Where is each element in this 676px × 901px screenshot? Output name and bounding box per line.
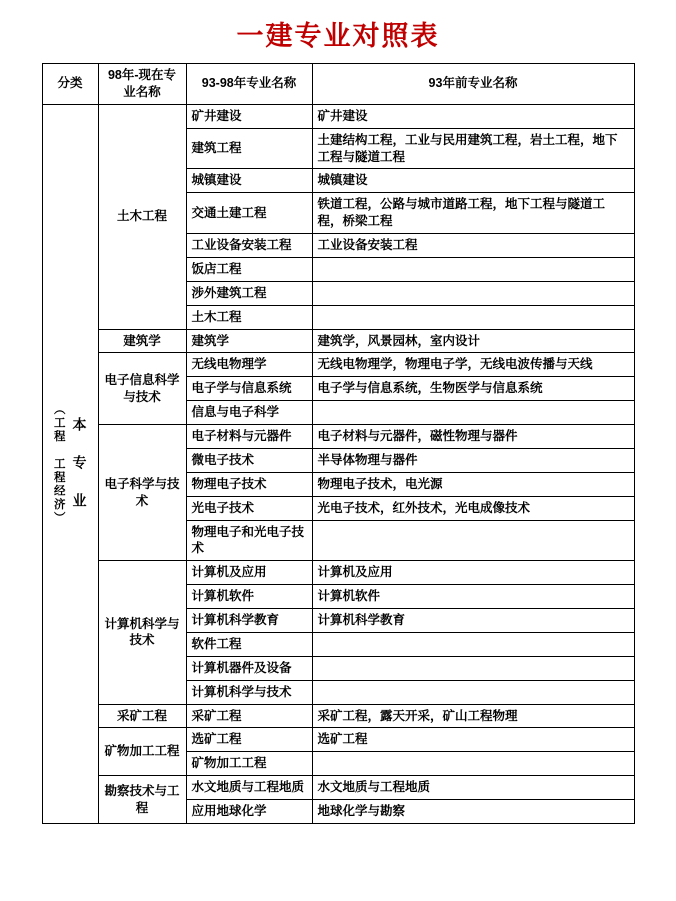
major-pre-93: 采矿工程，露天开采，矿山工程物理 [312, 704, 634, 728]
major-93-98: 选矿工程 [186, 728, 312, 752]
table-row [42, 704, 634, 728]
group-name-cell: 电子信息科学与技术 [98, 353, 186, 425]
major-93-98: 计算机软件 [186, 585, 312, 609]
major-93-98: 矿井建设 [186, 104, 312, 128]
header-pre-93-major: 93年前专业名称 [312, 64, 634, 105]
major-pre-93: 电子学与信息系统，生物医学与信息系统 [312, 377, 634, 401]
table-row [42, 353, 634, 377]
major-93-98: 矿物加工工程 [186, 752, 312, 776]
header-current-major: 98年-现在专业名称 [98, 64, 186, 105]
major-pre-93: 工业设备安装工程 [312, 234, 634, 258]
table-header-row [42, 64, 634, 105]
major-93-98: 电子学与信息系统 [186, 377, 312, 401]
major-pre-93: 物理电子技术，电光源 [312, 472, 634, 496]
major-93-98: 物理电子技术 [186, 472, 312, 496]
major-pre-93: 半导体物理与器件 [312, 448, 634, 472]
major-93-98: 计算机科学教育 [186, 609, 312, 633]
table-header [42, 64, 634, 105]
major-pre-93: 铁道工程，公路与城市道路工程，地下工程与隧道工程，桥梁工程 [312, 193, 634, 234]
major-pre-93: 计算机及应用 [312, 561, 634, 585]
group-name-cell: 矿物加工工程 [98, 728, 186, 776]
major-pre-93 [312, 656, 634, 680]
major-pre-93: 建筑学，风景园林，室内设计 [312, 329, 634, 353]
group-name-cell: 勘察技术与工程 [98, 776, 186, 824]
table-row [42, 104, 634, 128]
group-name-cell: 采矿工程 [98, 704, 186, 728]
table-row [42, 561, 634, 585]
major-93-98: 工业设备安装工程 [186, 234, 312, 258]
major-93-98: 计算机器件及设备 [186, 656, 312, 680]
page-title: 一建专业对照表 [236, 21, 440, 51]
table-row [42, 425, 634, 449]
table-row [42, 728, 634, 752]
group-name-cell: 计算机科学与技术 [98, 561, 186, 704]
major-93-98: 城镇建设 [186, 169, 312, 193]
major-pre-93 [312, 752, 634, 776]
group-name-cell: 土木工程 [98, 104, 186, 329]
major-pre-93 [312, 632, 634, 656]
major-pre-93: 光电子技术，红外技术，光电成像技术 [312, 496, 634, 520]
major-93-98: 采矿工程 [186, 704, 312, 728]
header-category: 分类 [42, 64, 98, 105]
major-93-98: 建筑工程 [186, 128, 312, 169]
major-pre-93 [312, 680, 634, 704]
major-93-98: 交通土建工程 [186, 193, 312, 234]
major-pre-93 [312, 281, 634, 305]
major-93-98: 饭店工程 [186, 257, 312, 281]
table-row [42, 329, 634, 353]
major-93-98: 土木工程 [186, 305, 312, 329]
major-93-98: 软件工程 [186, 632, 312, 656]
major-93-98: 物理电子和光电子技术 [186, 520, 312, 561]
category-main-label: 本 专 业 [71, 416, 88, 511]
table-body [42, 104, 634, 823]
group-name-cell: 电子科学与技术 [98, 425, 186, 561]
major-pre-93: 计算机软件 [312, 585, 634, 609]
major-pre-93: 计算机科学教育 [312, 609, 634, 633]
major-pre-93: 地球化学与勘察 [312, 800, 634, 824]
header-93-98-major: 93-98年专业名称 [186, 64, 312, 105]
major-93-98: 应用地球化学 [186, 800, 312, 824]
major-pre-93: 选矿工程 [312, 728, 634, 752]
major-pre-93: 电子材料与元器件，磁性物理与器件 [312, 425, 634, 449]
major-pre-93 [312, 520, 634, 561]
major-pre-93: 无线电物理学，物理电子学，无线电波传播与天线 [312, 353, 634, 377]
major-pre-93: 土建结构工程，工业与民用建筑工程，岩土工程，地下工程与隧道工程 [312, 128, 634, 169]
major-93-98: 水文地质与工程地质 [186, 776, 312, 800]
major-93-98: 计算机科学与技术 [186, 680, 312, 704]
major-pre-93: 城镇建设 [312, 169, 634, 193]
group-name-cell: 建筑学 [98, 329, 186, 353]
major-pre-93 [312, 257, 634, 281]
major-93-98: 计算机及应用 [186, 561, 312, 585]
major-93-98: 信息与电子科学 [186, 401, 312, 425]
major-93-98: 电子材料与元器件 [186, 425, 312, 449]
major-pre-93: 矿井建设 [312, 104, 634, 128]
major-comparison-table [42, 63, 635, 824]
major-93-98: 涉外建筑工程 [186, 281, 312, 305]
major-93-98: 建筑学 [186, 329, 312, 353]
major-93-98: 无线电物理学 [186, 353, 312, 377]
major-pre-93 [312, 305, 634, 329]
major-93-98: 光电子技术 [186, 496, 312, 520]
category-sub-label: （工程 工程经济） [52, 402, 65, 525]
major-93-98: 微电子技术 [186, 448, 312, 472]
table-row [42, 776, 634, 800]
category-cell [42, 104, 98, 823]
major-pre-93: 水文地质与工程地质 [312, 776, 634, 800]
major-pre-93 [312, 401, 634, 425]
